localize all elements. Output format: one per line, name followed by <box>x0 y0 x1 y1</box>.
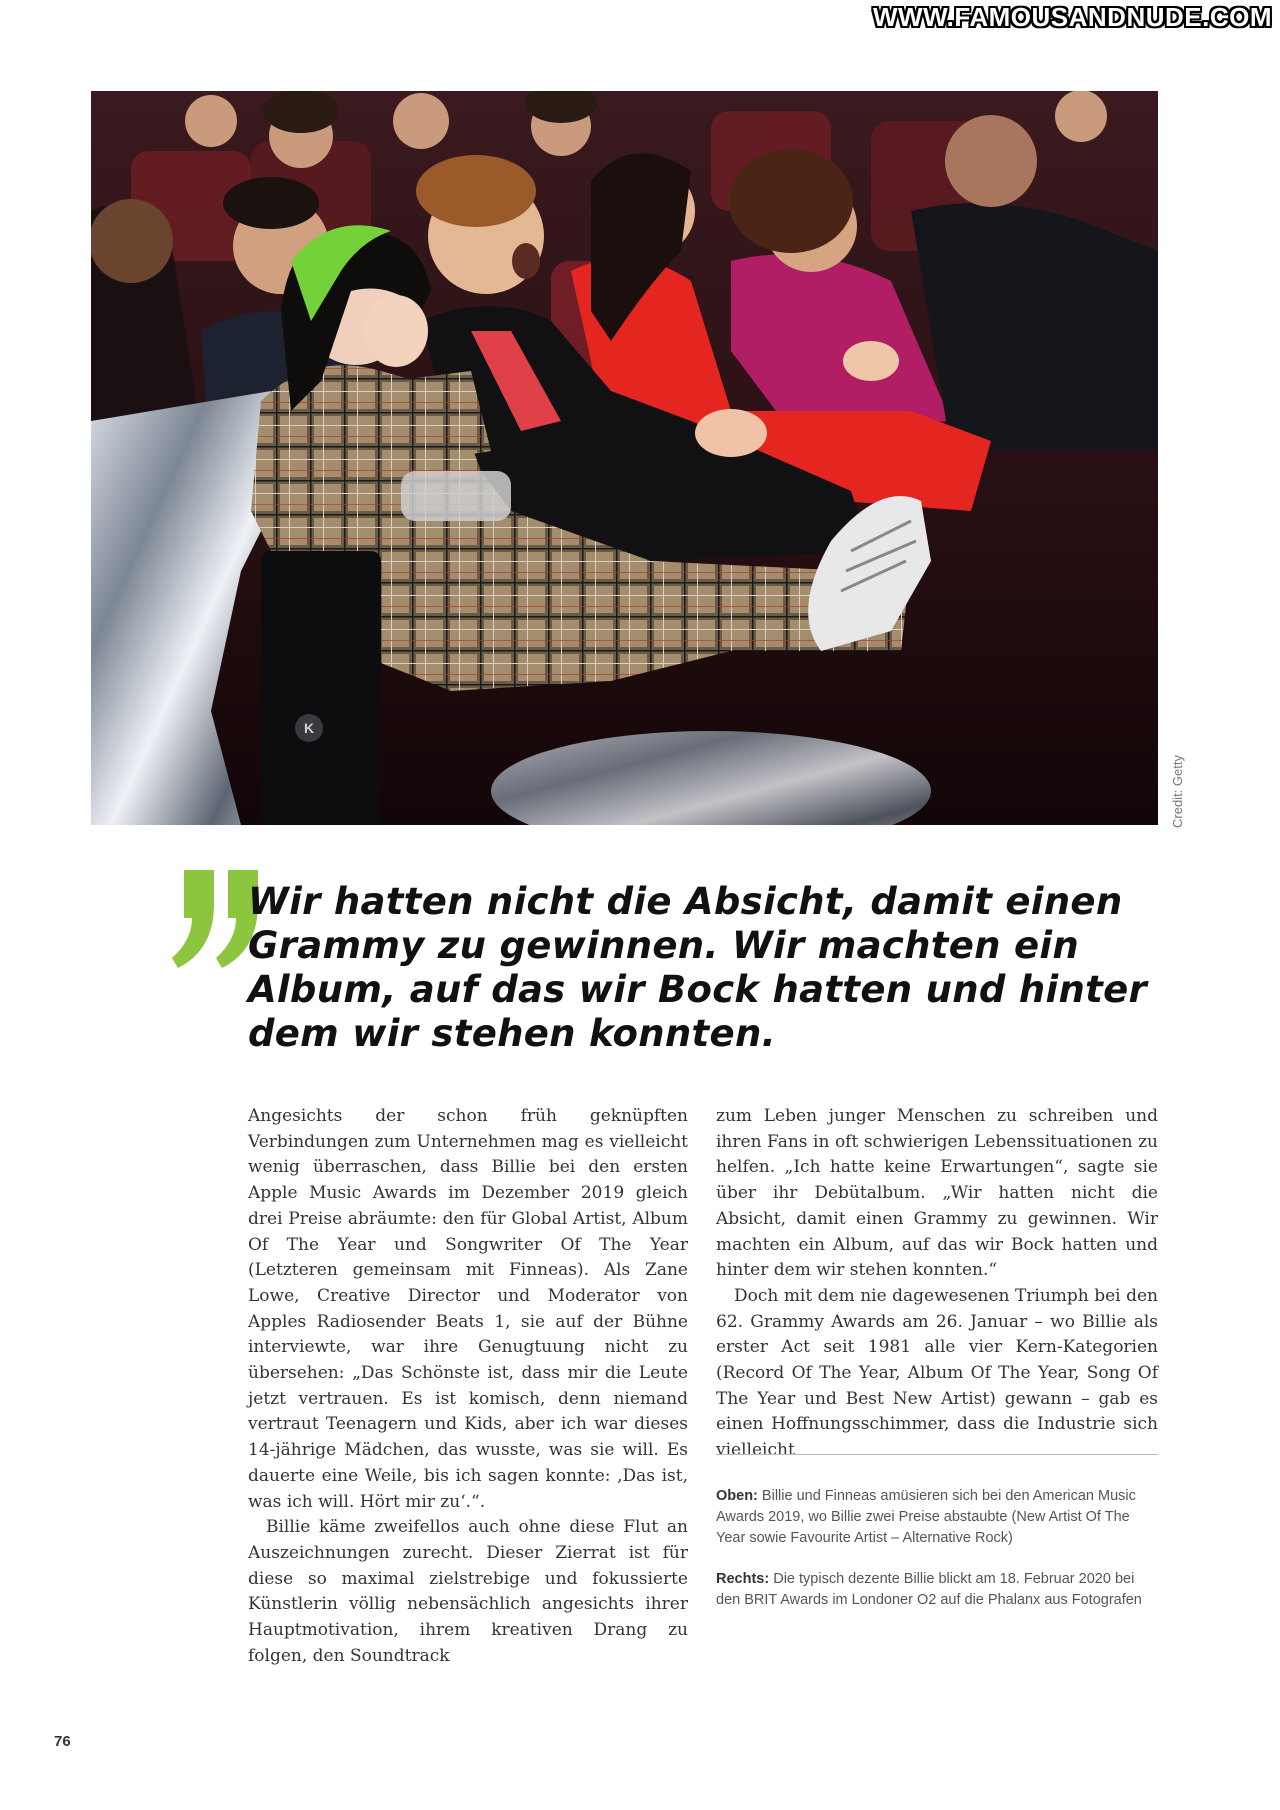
photo-illustration <box>91 91 1158 825</box>
paragraph: Doch mit dem nie dagewesenen Triumph bei den 62. Grammy Awards am 26. Januar – wo Billie als erster Act seit 1981 alle vier Kern-Kategorien (Record Of The Year, Album Of The Year, Song Of The Year und Best New Artist) gewann – gab es einen Hoffnungsschimmer, dass die Industrie sich vielleicht <box>716 1285 1158 1461</box>
paragraph: zum Leben junger Menschen zu schreiben und ihren Fans in oft schwierigen Lebenssituationen zu helfen. „Ich hatte keine Erwartungen“, sagte sie über ihr Debütalbum. „Wir hatten nicht die Absicht, damit einen Grammy zu gewinnen. Wir machten ein Album, auf das wir Bock hatten und hinter dem wir stehen konnten.“ <box>716 1106 1158 1281</box>
caption-text: Billie und Finneas amüsieren sich bei den American Music Awards 2019, wo Billie zwei Preise abstaubte (New Artist Of The Year sowie Favourite Artist – Alternative Rock) <box>716 1488 1136 1546</box>
pull-quote: Wir hatten nicht die Absicht, damit einen Grammy zu gewinnen. Wir machten ein Album, auf das wir Bock hatten und hinter dem wir stehen konnten. <box>248 880 1148 1055</box>
watermark: WWW.FAMOUSANDNUDE.COM <box>872 2 1272 32</box>
article-column-right <box>716 1104 1158 1464</box>
caption-label: Rechts: <box>716 1571 770 1587</box>
photo-captions <box>716 1486 1160 1631</box>
paragraph: Angesichts der schon früh geknüpften Verbindungen zum Unternehmen mag es vielleicht wenig überraschen, dass Billie bei den ersten Apple Music Awards im Dezember 2019 gleich drei Preise abräumte: den für Global Artist, Album Of The Year und Songwriter Of The Year (Letzteren gemeinsam mit Finneas). Als Zane Lowe, Creative Director und Moderator von Apples Radiosender Beats 1, sie auf der Bühne interviewte, war ihre Genugtuung nicht zu übersehen: „Das Schönste ist, dass mir die Leute jetzt vertrauen. Es ist komisch, denn niemand vertraut Teenagern und Kids, aber ich war dieses 14-jährige Mädchen, das wusste, was sie will. Es dauerte eine Weile, bis ich sagen konnte: ‚Das ist, was ich will. Hört mir zu‘.“. <box>248 1106 688 1512</box>
event-photo <box>91 91 1158 825</box>
caption-right <box>716 1569 1160 1611</box>
caption-top <box>716 1486 1160 1549</box>
paragraph: Billie käme zweifellos auch ohne diese Flut an Auszeichnungen zurecht. Dieser Zierrat ist für diese so maximal zielstrebige und fokussierte Künstlerin völlig nebensächlich angesichts ihrer Hauptmotivation, ihrem kreativen Drang zu folgen, den Soundtrack <box>248 1517 688 1666</box>
caption-label: Oben: <box>716 1488 758 1504</box>
seat-letter: K <box>303 720 315 736</box>
article-column-left <box>248 1104 688 1669</box>
photo-credit: Credit: Getty <box>1170 755 1185 828</box>
caption-text: Die typisch dezente Billie blickt am 18. Februar 2020 bei den BRIT Awards im Londoner O2 auf die Phalanx aus Fotografen <box>716 1571 1142 1608</box>
page-number: 76 <box>54 1733 71 1750</box>
caption-divider <box>716 1454 1158 1455</box>
